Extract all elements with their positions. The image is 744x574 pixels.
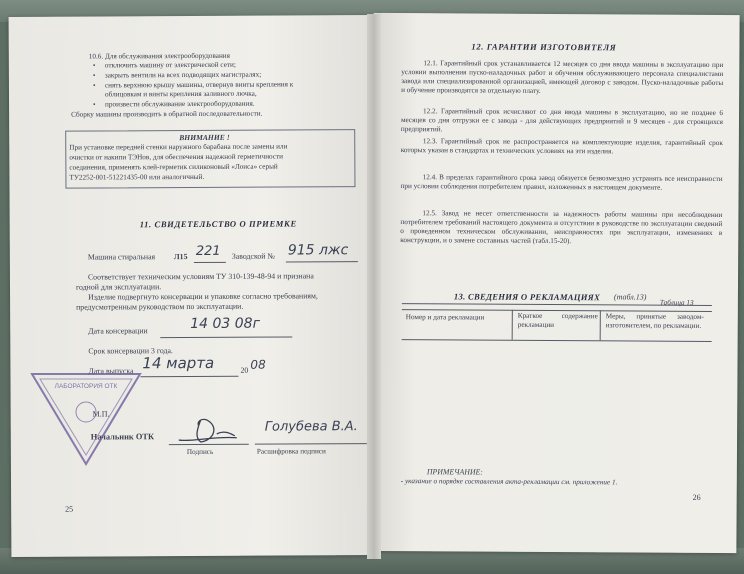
underline (255, 443, 367, 445)
paragraph-12-5: 12.5. Завод не несет ответственности за надежность работы машины при несоблюдении потребителем требований настоящего документа и отсутствии в руководстве по эксплуатации сведений о проведенном техническом обслуживании, неисправностях при эксплуатации, изменениях в конструкции, и о замене составных частей (табл.15-20). (400, 209, 723, 246)
warning-line: соединения, применять клей-герметик силиконовый «Лоиса» серый (69, 162, 278, 172)
paragraph-12-2: 12.2. Гарантийный срок исчисляют со дня ввода машины в эксплуатацию, но не позднее 6 месяцев со дня отгрузки ее с завода - для действующих предприятий и 9 месяцев - для строящихся предприятий. (400, 107, 724, 134)
release-date-handwritten: 14 марта (142, 353, 215, 373)
decode-handwritten: Голубева В.А. (264, 419, 358, 435)
preservation-text: предусмотренным руководством по эксплуатации. (76, 301, 244, 312)
page-number: 26 (692, 492, 701, 502)
stamp (26, 370, 146, 470)
list-bullet: • (92, 61, 96, 70)
paragraph-12-1: 12.1. Гарантийный срок устанавливается 12 месяцев со дня ввода машины в эксплуатацию при условии выполнения пуско-наладочных работ и обучения обслуживающего персонала специалистами завода или специализированной организацией, имеющей договор с заводом. Пуско-наладочные работы и обучение производятся за отдельную плату. (401, 59, 724, 95)
list-bullet: • (92, 71, 96, 80)
list-item: произвести обслуживание электрооборудования. (105, 99, 255, 109)
conformity-text: годной для эксплуатации. (75, 282, 162, 292)
machine-model-handwritten: 221 (195, 243, 221, 259)
preservation-text: Изделие подвергнуто консервации и упаковке согласно требованиям, (88, 291, 318, 302)
list-bullet: • (93, 100, 96, 109)
left-page (9, 15, 378, 557)
section-13-title: 13. СВЕДЕНИЯ О РЕКЛАМАЦИЯХ (453, 291, 601, 303)
list-item: снять верхнюю крышу машины, отвернув винты крепления к (104, 80, 294, 90)
release-date-label: Дата выпуска (88, 366, 134, 376)
year-handwritten: 08 (250, 357, 266, 372)
warning-line: очистки от накипи ТЭНов, для обеспечения надежной герметичности (69, 152, 284, 162)
underline (140, 376, 238, 378)
table-header: Номер и дата рекламации (405, 313, 485, 322)
stamp-text: ЛАБОРАТОРИЯ ОТК (54, 383, 118, 390)
signature-label: Подпись (186, 447, 214, 457)
list-bullet: • (92, 81, 96, 90)
list-item: облицовкам и винты крепления заливного лючка, (104, 89, 257, 99)
table-divider (512, 310, 513, 340)
table-header: Краткое содержание рекламации (517, 311, 598, 329)
conservation-term: Срок консервации 3 года. (88, 346, 173, 356)
warning-line: ТУ2252-001-51221435-00 или аналогичный. (69, 172, 205, 182)
table-divider (600, 310, 601, 340)
decode-label: Расшифровка подписи (256, 447, 326, 456)
warning-title: ВНИМАНИЕ ! (179, 132, 230, 143)
paragraph-12-3: 12.3. Гарантийный срок не распространяется на комплектующие изделия, гарантийный срок которых указан в стандартах и технических условиях на эти изделия. (400, 137, 723, 156)
underline (160, 336, 292, 338)
page-number: 25 (65, 504, 74, 514)
list-item: закрыть вентили на всех подводящих магистралях; (104, 70, 262, 80)
machine-model: Л15 (173, 252, 188, 262)
section-13-ref: (табл.13) (613, 292, 647, 302)
mp-label: М.П. (92, 409, 110, 419)
conservation-date-label: Дата консервации (88, 326, 148, 336)
right-page (370, 13, 739, 553)
table-header-border (402, 339, 712, 342)
book-spine (367, 14, 381, 559)
conformity-text: Соответствует техническим условиям ТУ 310-139-48-94 и признана (87, 271, 314, 282)
warning-line: При установке передней стенки наружного барабана после замены или (69, 142, 288, 152)
serial-label: Заводской № (231, 251, 275, 261)
year-prefix: 20 (240, 365, 249, 375)
conservation-date-handwritten: 14 03 08г (190, 315, 260, 333)
table-header: Меры, принятые заводом-изготовителем, по рекламации. (605, 312, 704, 330)
section-10-6-title: 10.6. Для обслуживания электрооборудования (88, 51, 230, 61)
section-11-title: 11. СВИДЕТЕЛЬСТВО О ПРИЕМКЕ (139, 218, 297, 230)
machine-label: Машина стиральная (87, 252, 156, 262)
list-item: отключить машину от электрической сети; (104, 60, 236, 70)
underline (194, 262, 226, 263)
note-text: - указание о порядке составления акта-рекламации см. приложение 1. (400, 477, 618, 487)
section-12-title: 12. ГАРАНТИИ ИЗГОТОВИТЕЛЯ (471, 41, 617, 53)
serial-handwritten: 915 лжс (287, 242, 349, 259)
paragraph-12-4: 12.4. В пределах гарантийного срока завод обязуется безвозмездно устранять все неисправности при условии соблюдения потребителем правил, изложенных в настоящем документе. (400, 173, 723, 192)
note-title: ПРИМЕЧАНИЕ: (426, 467, 483, 477)
underline (286, 261, 358, 262)
otk-label: Начальник ОТК (90, 432, 155, 442)
section-10-6-tail: Сборку машины производить в обратной последовательности. (71, 109, 263, 119)
table-label: Таблица 13 (659, 298, 694, 307)
